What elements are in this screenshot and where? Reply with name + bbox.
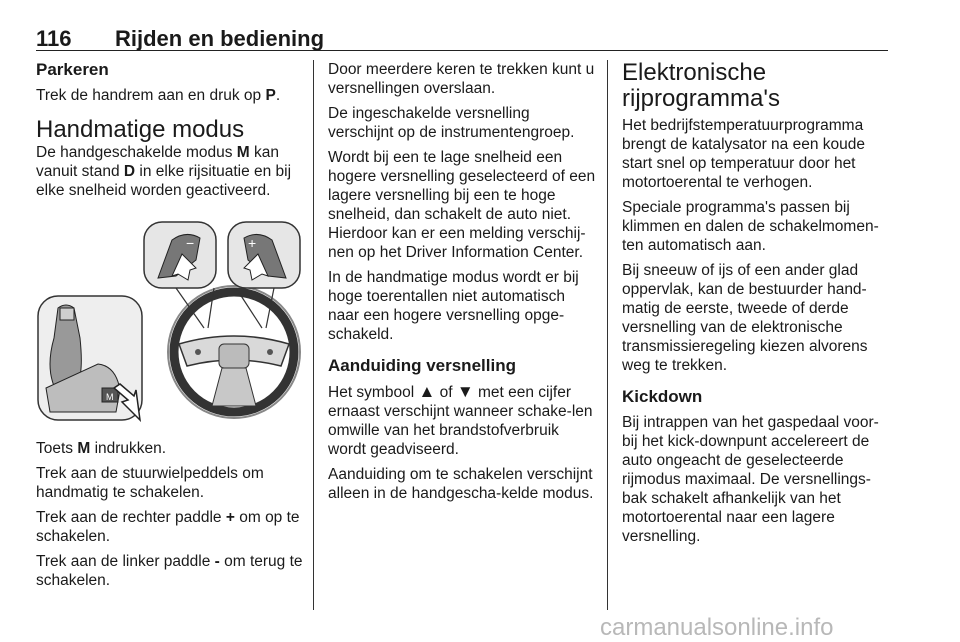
column-2 bbox=[328, 60, 596, 509]
lever-m-label: M bbox=[106, 392, 114, 402]
paragraph-linker-paddle: Trek aan de linker paddle - om terug te schakelen. bbox=[36, 553, 303, 589]
column-3 bbox=[622, 60, 890, 552]
paragraph-sneeuw-ijs: Bij sneeuw of ijs of een ander glad oppervlak, kan de bestuurder hand-matig de eerste, tweede of derde versnelling van de elektronische transmissieregeling kiezen alvorens weg te trekken. bbox=[622, 262, 868, 374]
paragraph-parkeren: Trek de handrem aan en druk op P. bbox=[36, 87, 281, 104]
heading-kickdown: Kickdown bbox=[622, 387, 703, 406]
paddle-minus-label: − bbox=[186, 235, 195, 251]
paragraph-intro: De handgeschakelde modus M kan vanuit stand D in elke rijsituatie en bij elke snelheid worden geactiveerd. bbox=[36, 144, 292, 199]
heading-parkeren: Parkeren bbox=[36, 60, 109, 79]
column-1 bbox=[36, 60, 304, 596]
paddle-plus-label: + bbox=[248, 235, 257, 251]
paragraph-bedrijfstemperatuur: Het bedrijfstemperatuurprogramma brengt de katalysator na een koude start snel op temperatuur door het motortoerental te verhogen. bbox=[622, 117, 866, 191]
heading-handmatige-modus: Handmatige modus bbox=[36, 116, 245, 143]
paragraph-speciale-programmas: Speciale programma's passen bij klimmen en dalen de schakelmomen-ten automatisch aan. bbox=[622, 199, 879, 254]
paddle-plus-icon bbox=[228, 222, 300, 288]
page-header bbox=[36, 20, 888, 51]
paragraph-symbool: Het symbool ▲ of ▼ met een cijfer ernaast verschijnt wanneer schake-len omwille van het brandstofverbruik wordt geadviseerd. bbox=[328, 382, 593, 458]
gear-lever-and-paddles-illustration bbox=[36, 216, 304, 422]
paragraph-hoge-toerentallen: In de handmatige modus wordt er bij hoge toerentallen niet automatisch naar een hogere versnelling opge-schakeld. bbox=[328, 269, 579, 343]
paragraph-aanduiding-schakelen: Aanduiding om te schakelen verschijnt alleen in de handgescha-kelde modus. bbox=[328, 466, 594, 502]
column-divider bbox=[607, 60, 608, 610]
paragraph-overslaan: Door meerdere keren te trekken kunt u versnellingen overslaan. bbox=[328, 61, 595, 97]
gear-lever-icon bbox=[38, 296, 142, 420]
paragraph-stuurwielpeddels: Trek aan de stuurwielpeddels om handmatig te schakelen. bbox=[36, 465, 264, 501]
paragraph-te-lage-snelheid: Wordt bij een te lage snelheid een hogere versnelling geselecteerd of een lagere versnelling bij een te hoge snelheid, dan schakelt de auto niet. Hierdoor kan er een melding verschij-nen op het Driver Information Center. bbox=[328, 149, 596, 261]
arrow-up-icon: ▲ bbox=[418, 382, 436, 401]
paragraph-kickdown: Bij intrappen van het gaspedaal voor-bij het kick-downpunt accelereert de auto ongeacht de geselecteerde rijmodus maximaal. De versnellings-bak schakelt afhankelijk van het motortoerental naar een lagere versnelling. bbox=[622, 414, 879, 545]
column-divider bbox=[313, 60, 314, 610]
paragraph-rechter-paddle: Trek aan de rechter paddle + om op te schakelen. bbox=[36, 509, 300, 545]
heading-elektronische: Elektronische bbox=[622, 59, 767, 86]
paragraph-toets: Toets M indrukken. bbox=[36, 440, 167, 457]
paragraph-instrumentengroep: De ingeschakelde versnelling verschijnt op de instrumentengroep. bbox=[328, 105, 575, 141]
arrow-down-icon: ▼ bbox=[456, 382, 474, 401]
page-number: 116 bbox=[36, 26, 72, 51]
heading-rijprogrammas: rijprogramma's bbox=[622, 85, 780, 112]
watermark: carmanualsonline.info bbox=[600, 614, 834, 641]
section-title: Rijden en bediening bbox=[115, 26, 325, 51]
paddle-minus-icon bbox=[144, 222, 216, 288]
heading-aanduiding-versnelling: Aanduiding versnelling bbox=[328, 356, 516, 375]
